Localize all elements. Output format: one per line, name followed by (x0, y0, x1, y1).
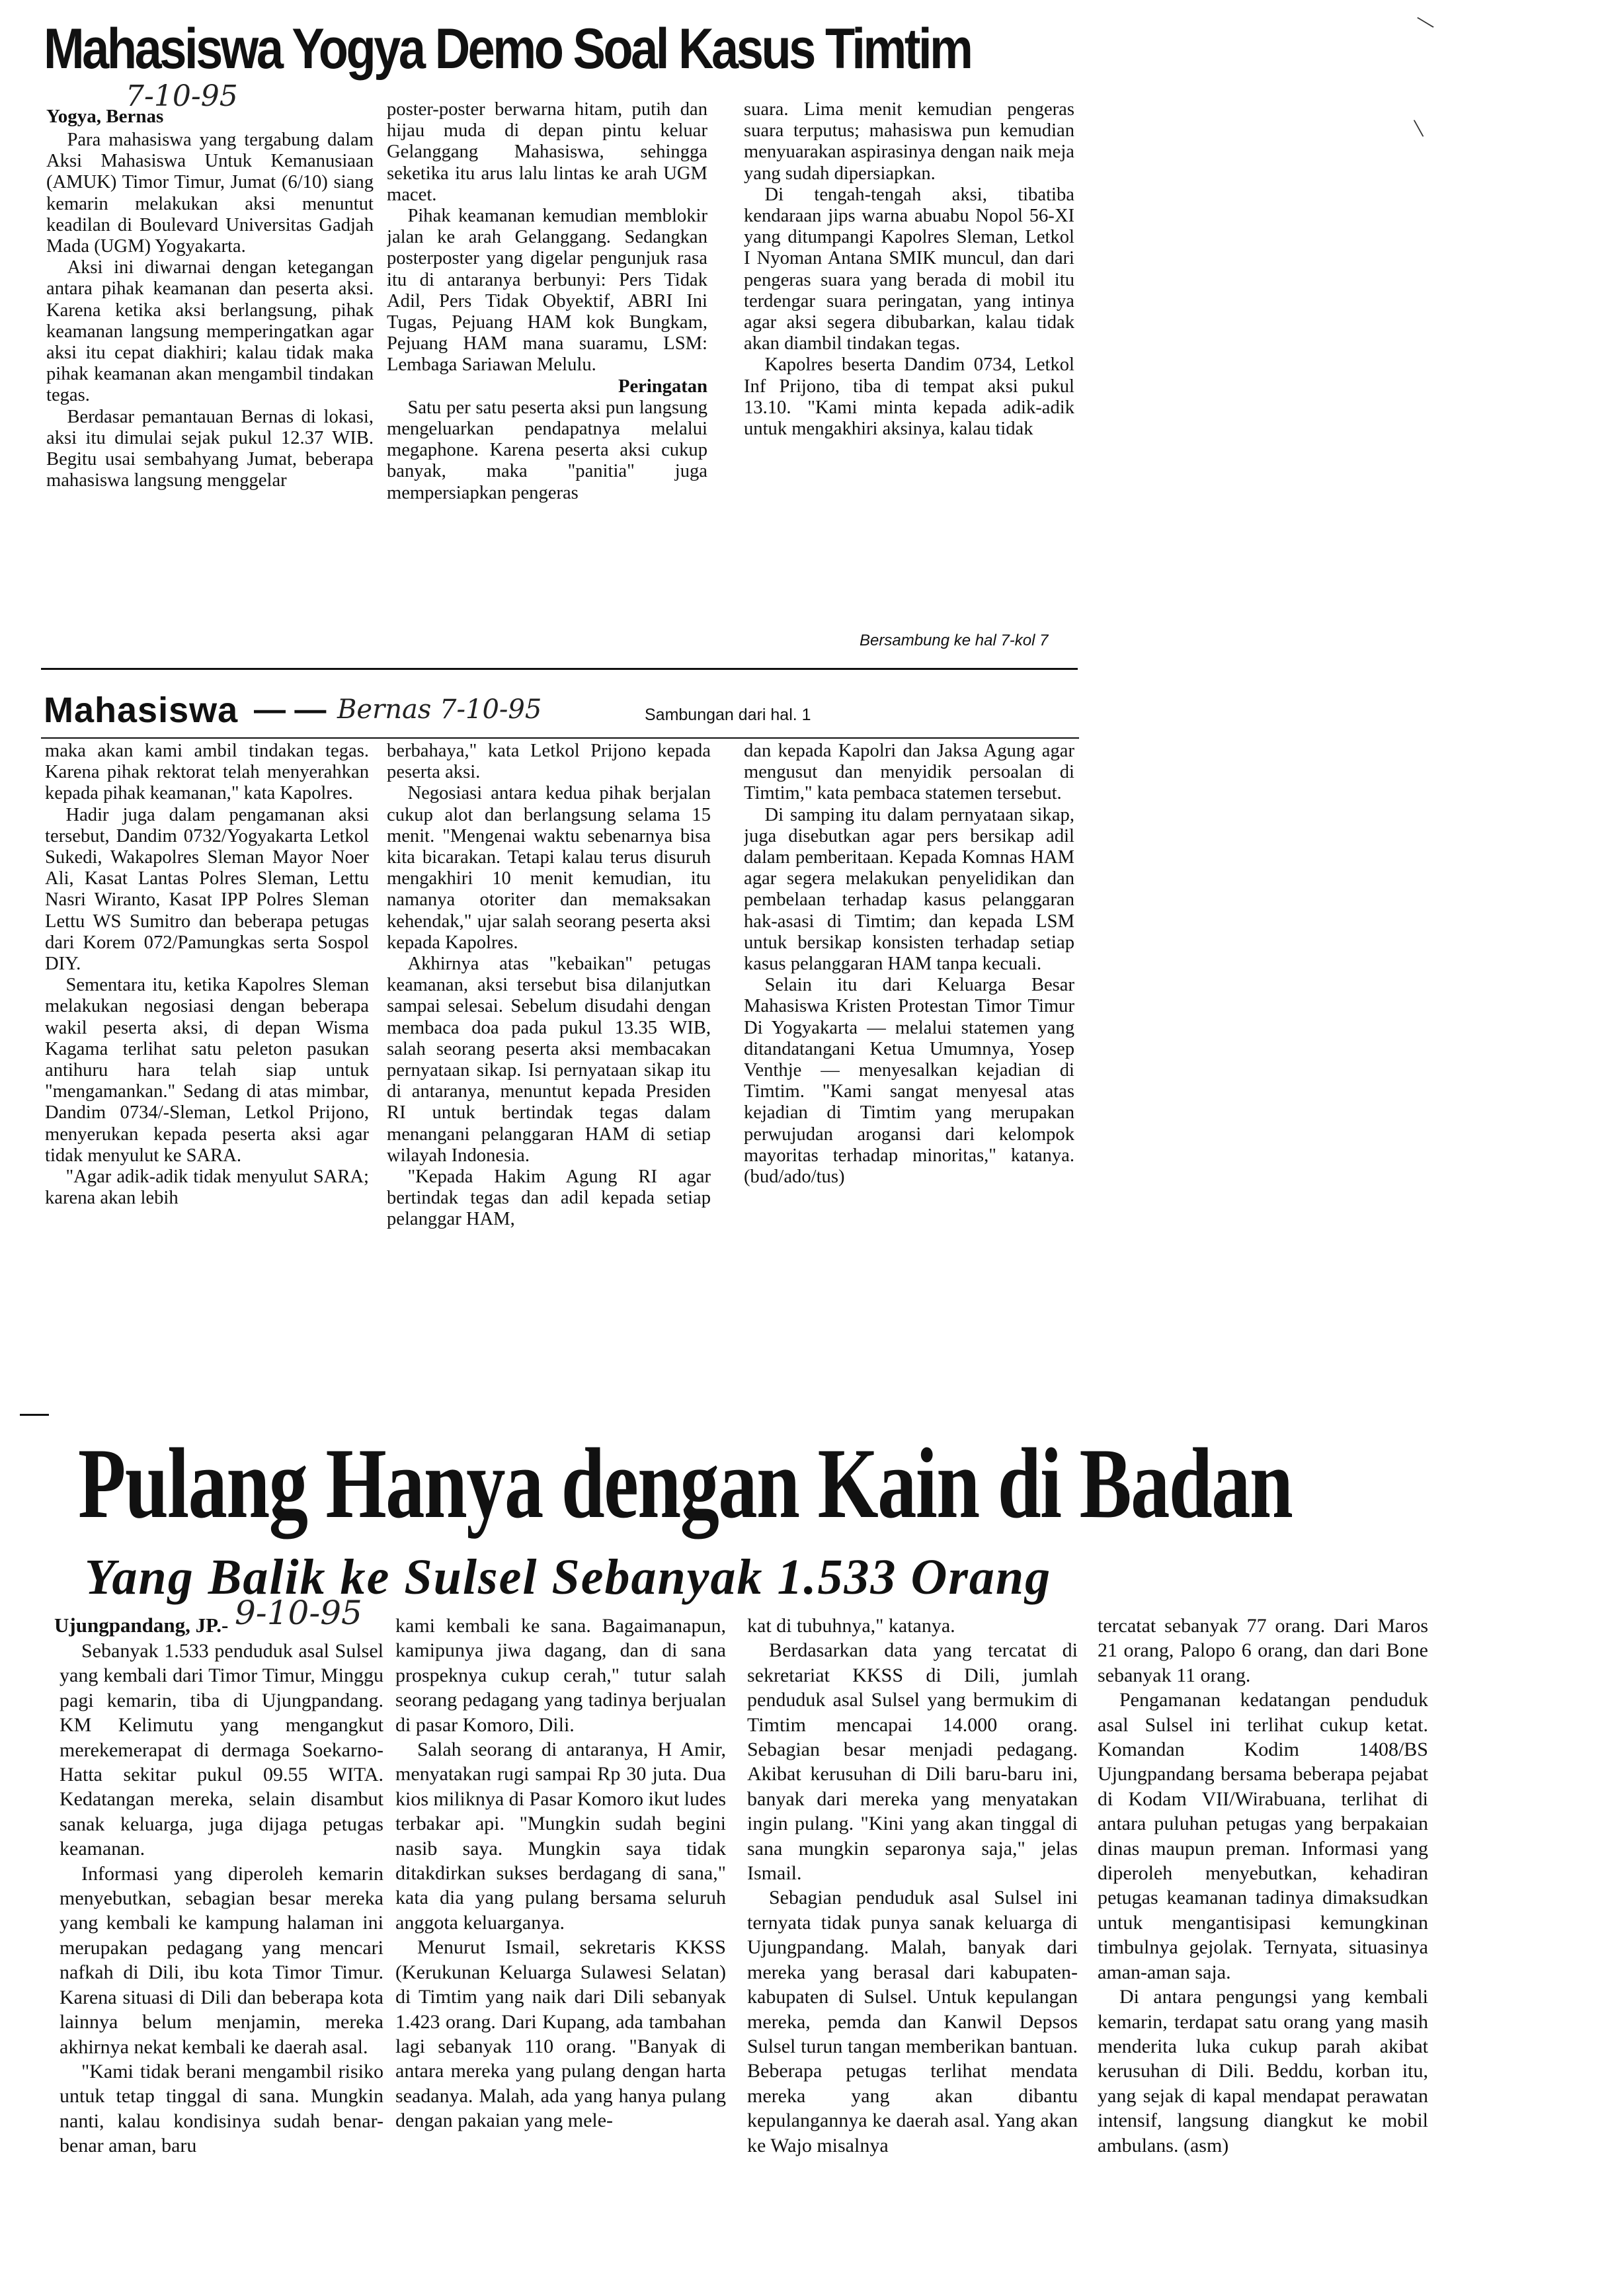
article2-headline: Pulang Hanya dengan Kain di Badan (78, 1428, 1293, 1539)
divider (41, 668, 1078, 670)
article1-dateline: Yogya, Bernas (46, 106, 164, 127)
article1-headline: Mahasiswa Yogya Demo Soal Kasus Timtim (44, 17, 971, 81)
paragraph: kami kembali ke sana. Bagaimanapun, kamipunya jiwa dagang, dan di sana prospeknya cukup cerah," tutur salah seorang pedagang yang tadinya berjualan di pasar Komoro, Dili. (395, 1615, 726, 1736)
article2-subhead: Yang Balik ke Sulsel Sebanyak 1.533 Orang (85, 1549, 1052, 1605)
paragraph: Berdasar pemantauan Bernas di lokasi, aksi itu dimulai sejak pukul 12.37 WIB. Begitu usai sembahyang Jumat, beberapa mahasiswa langsung menggelar (46, 406, 374, 491)
paragraph: tercatat sebanyak 77 orang. Dari Maros 21 orang, Palopo 6 orang, dan dari Bone sebanyak 11 orang. (1098, 1615, 1428, 1686)
paragraph: berbahaya," kata Letkol Prijono kepada peserta aksi. (387, 741, 711, 783)
kicker-dash: — — (254, 692, 327, 727)
article2-column-3 (747, 1614, 1078, 2235)
continuation-column-3 (744, 741, 1074, 1409)
continuation-kicker: Mahasiswa (44, 690, 239, 730)
paragraph: Di tengah-tengah aksi, tibatiba kendaraan jips warna abuabu Nopol 56-XI yang ditumpangi Kapolres Sleman, Letkol I Nyoman Antana SMIK muncul, dan dari pengeras suara yang berada di mobil itu terdengar suara peringatan, yang intinya agar aksi segera dibubarkan, kalau tidak akan diambil tindakan tegas. (744, 184, 1074, 354)
paragraph: dan kepada Kapolri dan Jaksa Agung agar mengusut dan menyidik persoalan di Timtim," kata pembaca statemen tersebut. (744, 741, 1074, 804)
paragraph: Sebagian penduduk asal Sulsel ini ternyata tidak punya sanak keluarga di Ujungpandang. Malah, banyak dari mereka yang berasal dari kabupaten-kabupaten di Sulsel. Untuk kepulangan mereka, pemda dan Kanwil Depsos Sulsel turun tangan memberikan bantuan. Beberapa petugas terlihat mendata mereka yang akan dibantu kepulangannya ke daerah asal. Yang akan ke Wajo misalnya (747, 1887, 1078, 2156)
paragraph: "Agar adik-adik tidak menyulut SARA; karena akan lebih (45, 1167, 369, 1209)
article1-column-3 (744, 99, 1074, 622)
article2-column-4 (1098, 1614, 1428, 2235)
paragraph: maka akan kami ambil tindakan tegas. Karena pihak rektorat telah menyerahkan kepada pihak keamanan," kata Kapolres. (45, 741, 369, 804)
paragraph: Negosiasi antara kedua pihak berjalan cukup alot dan berlangsung selama 15 menit. "Mengenai waktu sebenarnya bisa kita bicarakan. Tetapi kalau terus disuruh mengakhiri 10 menit kemudian, itu namanya otoriter dan memaksakan kehendak," ujar salah seorang peserta aksi kepada Kapolres. (387, 783, 711, 953)
paragraph: Pihak keamanan kemudian memblokir jalan ke arah Gelanggang. Sedangkan posterposter yang digelar pengunjuk rasa itu di antaranya berbunyi: Pers Tidak Adil, Pers Tidak Obyektif, ABRI Ini Tugas, Pejuang HAM kok Bungkam, Pejuang HAM mana suaramu, LSM: Lembaga Sariawan Melulu. (387, 206, 707, 376)
paragraph: Satu per satu peserta aksi pun langsung mengeluarkan pendapatnya melalui megaphone. Karena peserta aksi cukup banyak, maka "panitia" juga mempersiapkan pengeras (387, 397, 707, 503)
divider (41, 737, 1079, 739)
article1-jump-line: Bersambung ke hal 7-kol 7 (860, 632, 1049, 649)
paragraph: Sementara itu, ketika Kapolres Sleman melakukan negosiasi dengan beberapa wakil peserta aksi, di depan Wisma Kagama terlihat satu peleton pasukan antihuru hara telah siap untuk "mengamankan." Sedang di atas mimbar, Dandim 0734/-Sleman, Letkol Prijono, menyerukan kepada peserta aksi agar tidak menyulut ke SARA. (45, 975, 369, 1166)
divider (20, 1414, 49, 1416)
paragraph: kat di tubuhnya," katanya. (747, 1615, 955, 1637)
article1-column-2 (387, 99, 707, 665)
paragraph: suara. Lima menit kemudian pengeras suara terputus; mahasiswa pun kemudian menyuarakan aspirasinya dengan naik meja yang sudah dipersiapkan. (744, 99, 1074, 184)
paragraph: Di antara pengungsi yang kembali kemarin, terdapat satu orang yang masih menderita luka cukup parah akibat kerusuhan di Dili. Beddu, korban itu, yang sejak di kapal mendapat perawatan intensif, langsung diangkut ke mobil ambulans. (asm) (1098, 1986, 1428, 2156)
paragraph: Berdasarkan data yang tercatat di sekretariat KKSS di Dili, jumlah penduduk asal Sulsel yang bermukim di Timtim mencapai 14.000 orang. Sebagian besar menjadi pedagang. Akibat kerusuhan di Dili baru-baru ini, banyak dari mereka yang menyatakan ingin pulang. "Kini yang akan tinggal di sana mungkin separonya saja," jelas Ismail. (747, 1639, 1078, 1885)
article1-column-1 (46, 130, 374, 662)
scan-mark: \ (1412, 112, 1425, 144)
paragraph: Aksi ini diwarnai dengan ketegangan antara pihak keamanan dan peserta aksi. Karena ketika aksi berlangsung, pihak keamanan langsung memperingatkan agar aksi itu cepat diakhiri; kalau tidak maka pihak keamanan akan mengambil tindakan tegas. (46, 257, 374, 406)
article1-subhead: Peringatan (618, 376, 707, 397)
continuation-handwritten-date: Bernas 7-10-95 (337, 694, 542, 725)
paragraph: Salah seorang di antaranya, H Amir, menyatakan rugi sampai Rp 30 juta. Dua kios miliknya di Pasar Komoro ikut ludes terbakar api. "Mungkin sudah begini nasib saya. Mungkin saya tidak ditakdirkan sukses berdagang di sana," kata dia yang pulang bersama seluruh anggota keluarganya. (395, 1739, 726, 1934)
continuation-column-2 (387, 741, 711, 1409)
paragraph: Pengamanan kedatangan penduduk asal Sulsel ini terlihat cukup ketat. Komandan Kodim 1408/BS Ujungpandang bersama beberapa pejabat di Kodam VII/Wirabuana, terlihat di antara puluhan petugas yang berpakaian dinas maupun preman. Informasi yang diperoleh menyebutkan, kehadiran petugas keamanan tadinya dimaksudkan untuk mengantisipasi kemungkinan timbulnya gejolak. Ternyata, situasinya aman-aman saja. (1098, 1689, 1428, 1983)
paragraph: Menurut Ismail, sekretaris KKSS (Kerukunan Keluarga Sulawesi Selatan) di Timtim yang naik dari Dili sebanyak 1.423 orang. Dari Kupang, ada tambahan lagi sebanyak 110 orang. "Banyak di antara mereka yang pulang dengan harta seadanya. Malah, ada yang hanya pulang dengan pakaian yang mele- (395, 1936, 726, 2132)
article2-column-1 (60, 1639, 383, 2234)
paragraph: Sebanyak 1.533 penduduk asal Sulsel yang kembali dari Timor Timur, Minggu pagi kemarin, tiba di Ujungpandang. KM Kelimutu yang mengangkut merekemerapat di dermaga Soekarno-Hatta sekitar pukul 09.55 WITA. Kedatangan mereka, selain disambut sanak keluarga, juga dijaga petugas keamanan. (60, 1640, 383, 1860)
continuation-jump-from: Sambungan dari hal. 1 (645, 706, 811, 724)
paragraph: "Kami tidak berani mengambil risiko untuk tetap tinggal di sana. Mungkin nanti, kalau kondisinya sudah benar-benar aman, baru (60, 2060, 383, 2157)
paragraph: Akhirnya atas "kebaikan" petugas keamanan, aksi tersebut bisa dilanjutkan sampai selesai. Sebelum disudahi dengan membaca doa pada pukul 13.35 WIB, salah seorang peserta aksi membacakan pernyataan sikap. Isi pernyataan sikap itu di antaranya, menuntut kepada Presiden RI untuk bertindak tegas dalam menangani pelanggaran HAM di setiap wilayah Indonesia. (387, 954, 711, 1166)
article2-column-2 (395, 1614, 726, 2235)
paragraph: Selain itu dari Keluarga Besar Mahasiswa Kristen Protestan Timor Timur Di Yogyakarta — melalui statemen yang ditandatangani Ketua Umumnya, Yosep Venthje — menyesalkan kejadian di Timtim. "Kami sangat menyesal atas kejadian di Timtim yang merupakan perwujudan arogansi dari kelompok mayoritas terhadap minoritas," katanya. (bud/ado/tus) (744, 975, 1074, 1188)
article2-dateline: Ujungpandang, JP.- (54, 1614, 229, 1637)
paragraph: Informasi yang diperoleh kemarin menyebutkan, sebagian besar mereka yang kembali ke kampung halaman ini merupakan pedagang yang mencari nafkah di Dili, ibu kota Timor Timur. Karena situasi di Dili dan beberapa kota lainnya belum menjamin, mereka akhirnya nekat kembali ke daerah asal. (60, 1862, 383, 2058)
paragraph: "Kepada Hakim Agung RI agar bertindak tegas dan adil kepada setiap pelanggar HAM, (387, 1167, 711, 1230)
article2-handwritten-date: 9-10-95 (235, 1594, 362, 1632)
paragraph: poster-poster berwarna hitam, putih dan hijau muda di depan pintu keluar Gelanggang Mahasiswa, sehingga seketika itu arus lalu lintas ke arah UGM macet. (387, 99, 707, 205)
scan-mark: \ (1412, 8, 1438, 36)
paragraph: Kapolres beserta Dandim 0734, Letkol Inf Prijono, tiba di tempat aksi pukul 13.10. "Kami minta kepada adik-adik untuk mengakhiri aksinya, kalau tidak (744, 354, 1074, 440)
paragraph: Hadir juga dalam pengamanan aksi tersebut, Dandim 0732/Yogyakarta Letkol Sukedi, Wakapolres Sleman Mayor Noer Ali, Kasat Lantas Polres Sleman, Lettu Nasri Wiranto, Kasat IPP Polres Sleman Lettu WS Sumitro dan beberapa petugas dari Korem 072/Pamungkas serta Sospol DIY. (45, 804, 369, 975)
article1-handwritten-date: 7-10-95 (126, 79, 238, 113)
paragraph: Di samping itu dalam pernyataan sikap, juga disebutkan agar pers bersikap adil dalam pemberitaan. Kepada Komnas HAM agar segera melakukan penyelidikan dan pembelaan terhadap kasus pelanggaran hak-asasi di Timtim; dan kepada LSM untuk bersikap konsisten terhadap setiap kasus pelanggaran HAM tanpa kecuali. (744, 804, 1074, 975)
continuation-column-1 (45, 741, 369, 1409)
paragraph: Para mahasiswa yang tergabung dalam Aksi Mahasiswa Untuk Kemanusiaan (AMUK) Timor Timur, Jumat (6/10) siang kemarin melakukan aksi menuntut keadilan di Boulevard Universitas Gadjah Mada (UGM) Yogyakarta. (46, 130, 374, 257)
